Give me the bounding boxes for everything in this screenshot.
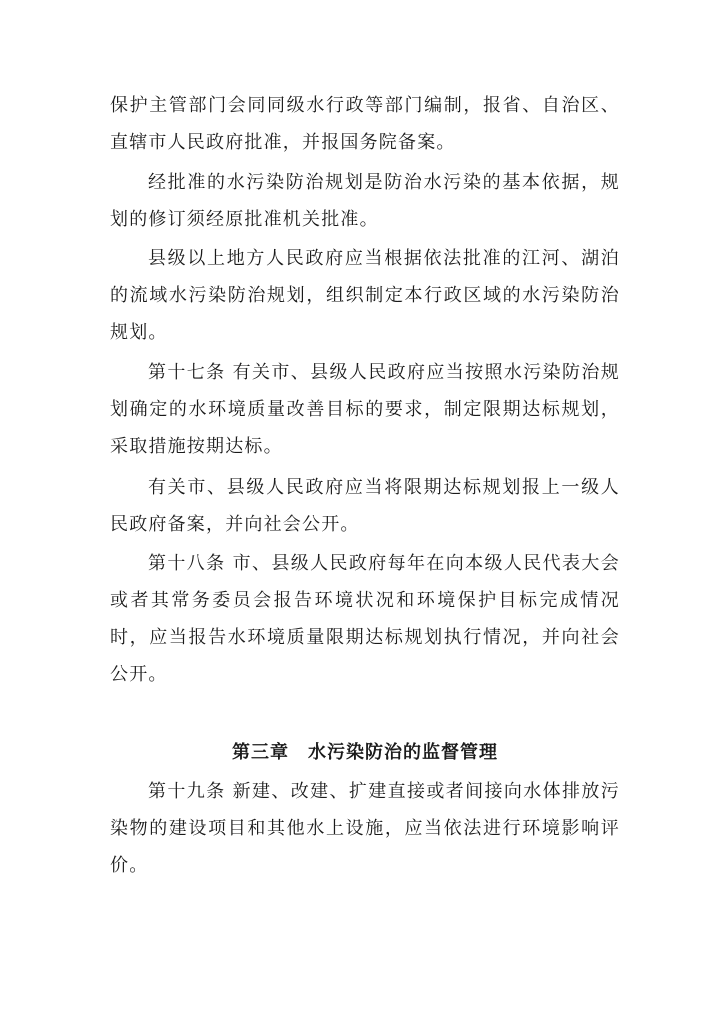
chapter-title: 第三章 水污染防治的监督管理 xyxy=(232,742,498,763)
article-18: 第十八条 市、县级人民政府每年在向本级人民代表大会或者其常务委员会报告环境状况和环境保护目标完成情况时，应当报告水环境质量限期达标规划执行情况，并向社会公开。 xyxy=(110,553,620,685)
paragraph-continuation: 保护主管部门会同同级水行政等部门编制，报省、自治区、直辖市人民政府批准，并报国务院备案。 xyxy=(110,95,620,153)
article-17: 第十七条 有关市、县级人民政府应当按照水污染防治规划确定的水环境质量改善目标的要求，制定限期达标规划，采取措施按期达标。 xyxy=(110,362,620,457)
paragraph-plan-basis: 经批准的水污染防治规划是防治水污染的基本依据，规划的修订须经原批准机关批准。 xyxy=(110,172,620,230)
article-19: 第十九条 新建、改建、扩建直接或者间接向水体排放污染物的建设项目和其他水上设施，应当依法进行环境影响评价。 xyxy=(110,781,620,876)
paragraph-report-publicly: 有关市、县级人民政府应当将限期达标规划报上一级人民政府备案，并向社会公开。 xyxy=(110,477,620,535)
paragraph-county-plan: 县级以上地方人民政府应当根据依法批准的江河、湖泊的流域水污染防治规划，组织制定本行政区域的水污染防治规划。 xyxy=(110,248,620,343)
